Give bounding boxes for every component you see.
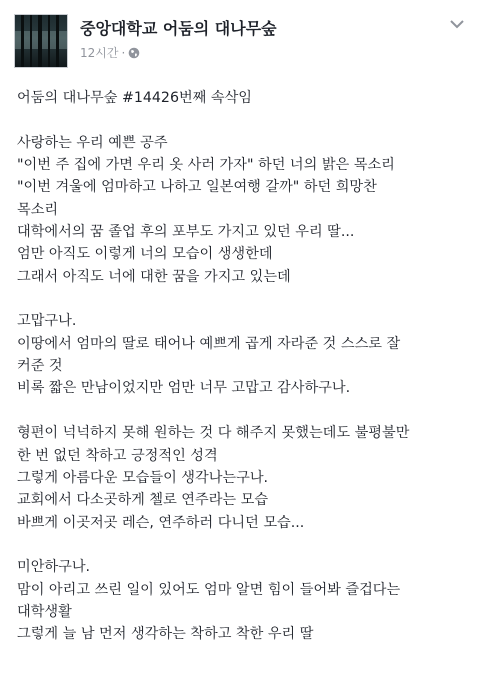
post-blank-line [17,288,469,310]
post-text-line: "이번 주 집에 가면 우리 옷 사러 가자" 하던 너의 밝은 목소리 [17,157,395,174]
post-meta [80,44,140,61]
post-text-line: 바쁘게 이곳저곳 레슨, 연주하러 다니던 모습... [17,514,305,531]
post-text-line: 그렇게 아름다운 모습들이 생각나는구나. [17,469,269,486]
post-text-line: 비록 짧은 만남이었지만 엄만 너무 고맙고 감사하구나. [17,380,351,397]
post-blank-line [17,400,469,422]
post-text-line: 대학생활 [17,603,72,620]
post-text-line: 그래서 아직도 너에 대한 꿈을 가지고 있는데 [17,268,291,285]
chevron-down-icon[interactable] [448,16,466,30]
post-text-line: 어둠의 대나무숲 #14426번째 속삭임 [17,90,253,106]
globe-icon [128,47,140,59]
post-timestamp[interactable]: 12시간 [80,46,119,60]
post-text-line: "이번 겨울에 엄마하고 나하고 일본여행 갈까" 하던 희망찬 [17,179,377,196]
meta-separator: · [121,45,126,60]
post-text-line: 목소리 [17,201,59,218]
post-text-line: 사랑하는 우리 예쁜 공주 [17,134,168,151]
post-text-line: 한 번 없던 착하고 긍정적인 성격 [17,447,218,464]
post-text-line: 교회에서 다소곳하게 첼로 연주라는 모습 [17,492,269,509]
post-text-line: 대학에서의 꿈 졸업 후의 포부도 가지고 있던 우리 딸... [17,224,355,241]
post-text-line: 엄만 아직도 이렇게 너의 모습이 생생한데 [17,246,273,263]
post-text-line: 이땅에서 엄마의 딸로 태어나 예쁘게 곱게 자라준 것 스스로 잘 [17,335,401,352]
post-text-line: 미안하구나. [17,559,91,576]
post-text-line: 맘이 아리고 쓰린 일이 있어도 엄마 알면 힘이 들어봐 즐겁다는 [17,581,401,598]
post-text-line: 형편이 넉넉하지 못해 원하는 것 다 해주지 못했는데도 불평불만 [17,425,410,442]
post-blank-line [17,534,469,556]
post-header [0,0,480,80]
page-avatar[interactable] [14,14,68,68]
page-name-link[interactable]: 중앙대학교 어둠의 대나무숲 [80,19,277,38]
post-body [17,87,469,646]
post-text-line: 커준 것 [17,358,63,375]
post-blank-line [17,109,469,131]
post-text-line: 고맙구나. [17,313,77,330]
post-text-line: 그렇게 늘 남 먼저 생각하는 착하고 착한 우리 딸 [17,626,314,643]
